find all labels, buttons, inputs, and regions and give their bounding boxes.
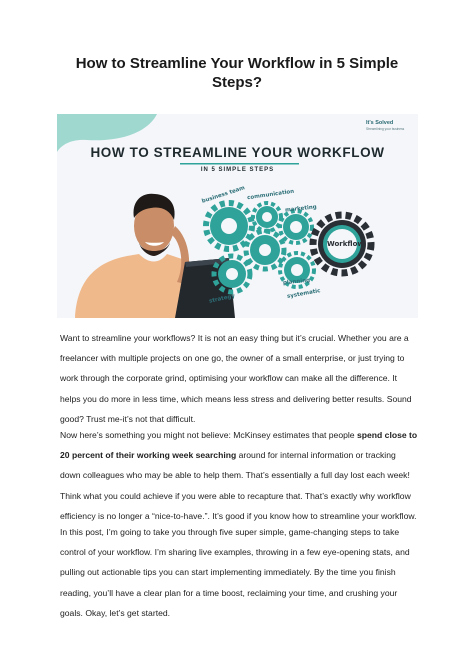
gear-label-marketing: marketing [284,204,317,214]
paragraph-statistic-start: Now here’s something you might not believe: McKinsey estimates that people [60,430,357,440]
gear-label-systematic: systematic [286,288,321,300]
gear-label-business-team: business team [201,185,246,205]
page-title: How to Streamline Your Workflow in 5 Simple Steps? [75,55,399,91]
heading-underline [180,163,299,165]
gear-label-communication: communication [246,188,295,202]
brand-badge [366,120,410,132]
gear-marketing [280,211,312,243]
hero-image [57,114,418,318]
brand-badge-tagline: Streamlining your business [366,127,405,131]
gear-label-planning: planning [282,277,311,287]
gear-label-workflow: Workflow [327,240,364,248]
gear-center [246,231,284,269]
paragraph-intro: Want to streamline your workflows? It is not an easy thing but it’s crucial. Whether you are a freelancer with multiple projects on one go, the owner of a small enterprise, or just trying to work through the corporate grind, optimising your workflow can make all the difference. It helps you do more in less time, which means less stress and delivering better results. Sound good? Trust me-it’s not that difficult. [60,333,412,424]
gear-label-strategy: strategy [208,293,236,305]
paragraph-statistic-highlight: spend close to 20 percent of their working week searching [60,430,418,461]
paragraph-statistic [60,425,418,526]
hero-subheading: IN 5 SIMPLE STEPS [200,167,275,173]
paragraph-overview: In this post, I’m going to take you through five super simple, game-changing steps to take control of your workflow. I’m sharing live examples, throwing in a few eye-opening stats, and pulling out actionable tips you can start implementing immediately. By the time you finish reading, you’ll have a clear plan for a time boost, reclaiming your time, and crushing your goals. Okay, let’s get started. [60,527,410,618]
gear-communication [253,203,281,231]
hero-heading: HOW TO STREAMLINE YOUR WORKFLOW [90,145,385,160]
paragraph-statistic-end: around for internal information or tracking down colleagues who may be able to help them. That’s essentially a full day lost each week! Think what you could achieve if you were able to recapture that. That’s exactly why workflow efficiency is no longer a “nice-to-have.”. It’s good if you know how to streamline your workflow. [60,450,417,521]
brand-badge-name: It's Solved [366,120,394,126]
